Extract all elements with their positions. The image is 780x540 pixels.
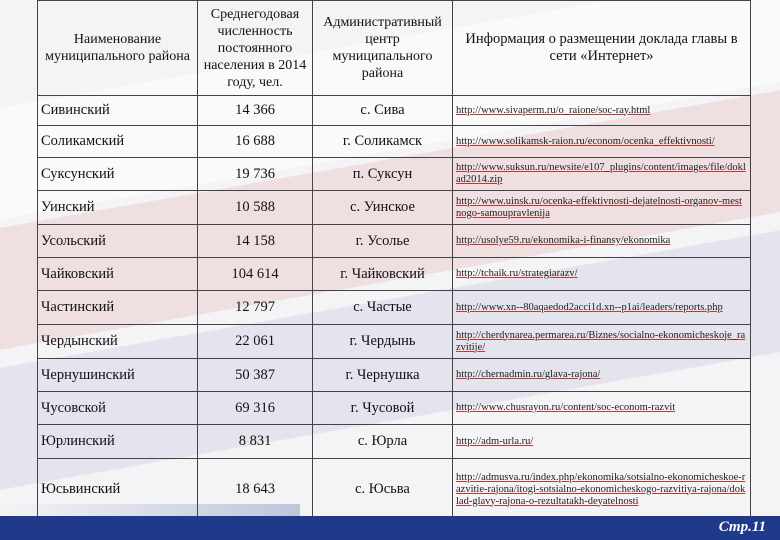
population-value: 12 797 [198,291,313,325]
table-row [38,325,751,359]
report-link[interactable]: http://www.suksun.ru/newsite/e107_plugins/content/images/file/doklad2014.zip [456,162,746,185]
report-link[interactable]: http://www.sivaperm.ru/o_raione/soc-ray.html [456,104,651,116]
population-value: 16 688 [198,126,313,158]
header-population: Среднегодовая численность постоянного населения в 2014 году, чел. [198,1,313,96]
report-link[interactable]: http://tchaik.ru/strategiarazv/ [456,268,578,279]
admin-center: п. Суксун [313,158,453,191]
district-name: Чердынский [38,325,198,359]
district-name: Уинский [38,191,198,225]
report-link-cell [453,459,751,521]
table-row [38,96,751,126]
table-row [38,225,751,258]
district-name: Суксунский [38,158,198,191]
district-name: Чернушинский [38,359,198,392]
district-name: Частинский [38,291,198,325]
admin-center: г. Чайковский [313,258,453,291]
admin-center: г. Усолье [313,225,453,258]
districts-table [37,0,751,521]
population-value: 50 387 [198,359,313,392]
report-link[interactable]: http://www.xn--80aqaedod2acci1d.xn--p1ai/leaders/reports.php [456,301,723,313]
district-name: Чайковский [38,258,198,291]
population-value: 22 061 [198,325,313,359]
admin-center: с. Юсьва [313,459,453,521]
district-name: Усольский [38,225,198,258]
report-link[interactable]: http://adm-urla.ru/ [456,435,534,447]
report-link-cell [453,126,751,158]
report-link[interactable]: http://usolye59.ru/ekonomika-i-finansy/ekonomika [456,235,671,246]
report-link-cell [453,258,751,291]
district-name: Юрлинский [38,425,198,459]
admin-center: с. Частые [313,291,453,325]
report-link[interactable]: http://www.uinsk.ru/ocenka-effektivnosti-dejatelnosti-organov-mestnogo-samoupravlenija [456,195,742,219]
table-row [38,291,751,325]
report-link-cell [453,359,751,392]
report-link-cell [453,425,751,459]
table-row [38,258,751,291]
admin-center: с. Уинское [313,191,453,225]
admin-center: г. Соликамск [313,126,453,158]
population-value: 69 316 [198,392,313,425]
report-link-cell [453,158,751,191]
report-link[interactable]: http://cherdynarea.permarea.ru/Biznes/socialno-ekonomicheskoje_razvitije/ [456,329,746,353]
admin-center: г. Чусовой [313,392,453,425]
table-row [38,191,751,225]
population-value: 8 831 [198,425,313,459]
population-value: 104 614 [198,258,313,291]
population-value: 10 588 [198,191,313,225]
page-number: Стр.11 [718,519,766,535]
table-row [38,126,751,158]
population-value: 14 158 [198,225,313,258]
report-link[interactable]: http://www.solikamsk-raion.ru/econom/ocenka_effektivnosti/ [456,135,715,147]
report-link-cell [453,291,751,325]
population-value: 18 643 [198,459,313,521]
admin-center: с. Юрла [313,425,453,459]
header-name: Наименование муниципального района [38,1,198,96]
report-link-cell [453,225,751,258]
report-link-cell [453,325,751,359]
report-link-cell [453,392,751,425]
admin-center: с. Сива [313,96,453,126]
district-name: Чусовской [38,392,198,425]
table-row [38,425,751,459]
report-link[interactable]: http://chernadmin.ru/glava-rajona/ [456,369,601,380]
admin-center: г. Чердынь [313,325,453,359]
table-header [38,1,751,96]
report-link-cell [453,96,751,126]
table-row [38,392,751,425]
district-name: Юсьвинский [38,459,198,521]
population-value: 14 366 [198,96,313,126]
report-link[interactable]: http://www.chusrayon.ru/content/soc-econom-razvit [456,402,676,413]
population-value: 19 736 [198,158,313,191]
report-link-cell [453,191,751,225]
report-link[interactable]: http://admusva.ru/index.php/ekonomika/sotsialno-ekonomicheskoe-razvitie-rajona/itogi-sotsialno-ekonomicheskogo-razvitiya-rajona/doklad-glavy-rajona-o-rezultatakh-deyatelnosti [456,471,746,507]
footer-bar [0,516,780,540]
district-name: Соликамский [38,126,198,158]
table-row [38,359,751,392]
header-info: Информация о размещении доклада главы в сети «Интернет» [453,1,751,96]
table-row [38,158,751,191]
district-name: Сивинский [38,96,198,126]
header-center: Административный центр муниципального района [313,1,453,96]
admin-center: г. Чернушка [313,359,453,392]
